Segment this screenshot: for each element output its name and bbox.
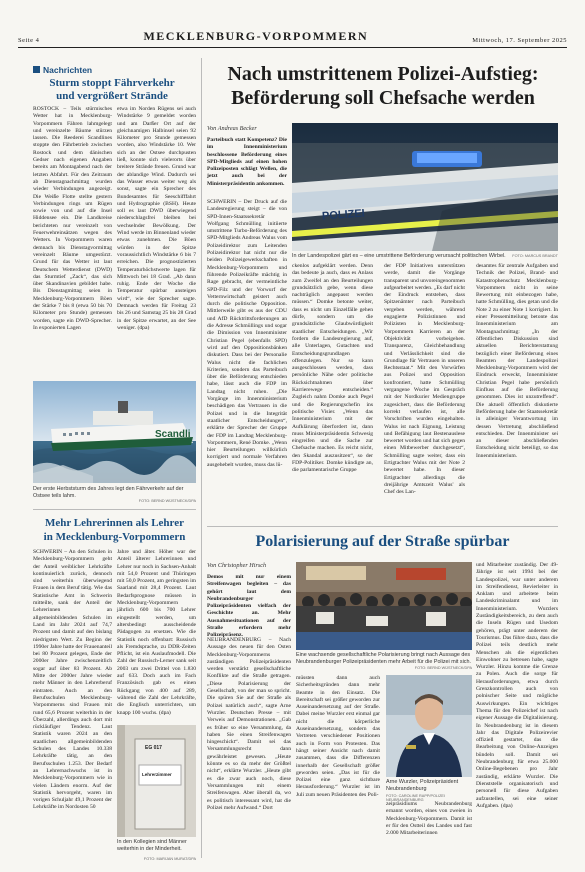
polarization-byline: Von Christopher Hirsch (207, 562, 267, 569)
ferry-photo (33, 381, 196, 483)
article-police-headline (208, 62, 558, 110)
article-ferry-headline (36, 77, 188, 103)
section-title: MECKLENBURG-VORPOMMERN (143, 29, 369, 43)
teachers-headline-line2: in Mecklenburg-Vorpommern (43, 531, 186, 543)
police-headline-line1: Nach umstrittenem Polizei-Aufstieg: (227, 63, 539, 85)
polarization-lead: Demos mit nur einem Streifenwagen begleiten – das gehört laut dem Neubrandenburger Polizeipräsidenten vielfach der Geschichte an. Mehr Ausnahmesituationen auf der Straße erfordern mehr Polizeipräsenz. (207, 574, 291, 639)
page-number: Seite 4 (18, 37, 40, 44)
news-tag: Nachrichten (33, 60, 92, 78)
demonstration-credit: FOTO: BERND WÜSTNECK/DPA (414, 666, 472, 670)
page-header (18, 26, 567, 48)
door-sign-room: EG 017 (145, 745, 162, 751)
ferry-caption: Der erste Herbststurm des Jahres legt den Fährverkehr auf der Ostsee teils lahm. (33, 486, 184, 499)
portrait-caption: Arne Wurzler, Polizeipräsident Neubrandenburg (386, 779, 459, 792)
police-car-photo (292, 123, 558, 251)
ferry-headline-line1: Sturm stoppt Fährverkehr (49, 77, 175, 89)
teachers-headline-line1: Mehr Lehrerinnen als Lehrer (44, 517, 184, 529)
police-headline-line2: Beförderung soll Chefsache werden (231, 87, 535, 109)
square-icon (33, 66, 40, 73)
column-divider (201, 58, 202, 858)
demonstration-photo (296, 562, 472, 650)
police-column-3: der FDP Initiativen unterstützen werde, damit die Vorgänge transparent und unvoreingenommen aufgearbeitet werden. „Es darf nicht der Eindruck entstehen, dass Spitzenämter nach Parteibuch vergeben werden, während engagierte Polizistinnen und Polizisten in Mecklenburg-Vorpommern Karrieren an der Objektivität vorbeigehen. Transparenz, Gleichbehandlung und Verlässlichkeit sind die Grundlage für Vertrauen in unseren Rechtsstaat.“ Mit den Vorwürfen aus Polizei und Opposition konfrontiert, hatte Schmülling vergangene Woche im Gespräch mit der Nordkurier Mediengruppe zugesichert, dass die Beförderung korrekt verlaufen ist, alle Vorschriften wurden eingehalten. Walus ist nach Eignung, Leistung und Befähigung laut Bestenauslese bewertet worden und hat sich gegen einen Mitbewerber durchgesetzt“, Schmülling sagte weiter, dass ein Ertigtachter Walus mit der Note 2 bewertet habe. In dieser Ertigtachter allerdings die dreijährige Amtszeit Walus' als Chef des Lan- (384, 263, 465, 496)
portrait-photo (386, 675, 472, 777)
teachers-column-2: Jahre und älter. Höher war der Anteil älterer Lehrerinnen und Lehrer nur noch in Sachsen-Anhalt mit 54,0 Prozent und Thüringen mit 50,0 Prozent, am geringsten im Saarland mit 28,4 Prozent. Laut Bedarfsprognose müssen in Mecklenburg-Vorpommern jährlich 600 bis 700 Lehrer eingestellt werden, um altersbedingt ausscheidende Pädagogen zu ersetzen. Wie die Statistik noch offenbart: Russisch als Fremdsprache, zu DDR-Zeiten Pflicht, ist ein Auslaufmodell. Die Zahl der Russisch-Lerner sank seit 2003 um zwei Drittel von 1.830 auf 633. Doch auch im Fach Französisch gab es einen Rückgang von 400 auf 289, während die Zahl der Lehrkräfte, die Englisch unterrichten, um knapp 100 wuchs. (dpa) (117, 549, 196, 716)
ferry-headline-line2: und vergrößert Strände (56, 90, 168, 102)
polarization-column-3: zeipräsidiums Neubrandenburg ernannt worden, eines von zweien in Mecklenburg-Vorpommern. Damit ist er für den Ostteil des Landes und fast 2.000 Mitarbeiterinnen (386, 801, 472, 837)
divider (33, 509, 196, 510)
teachers-credit: FOTO: MARIJAN MURAT/DPA (143, 857, 196, 861)
door-sign-label: Lehrerzimmer (142, 772, 172, 777)
article-teachers-headline (33, 516, 196, 544)
ferry-column-2: etwa im Norden Rügens sei auch Windstärke 9 gemeldet worden und am Darßer Ort auf der gleichnamigen Halbinsel seien 92 Kilometer pro Stunde gemessen worden, also Windstärke 10. Wer sich an der Ostsee durchpusten ließ, konnte sich vielerorts über breitere Strände freuen. Grund war der ablandige Wind. Dadurch sei das Wasser etwas weiter weg als sonst, sagte ein Sprecher des Bundesamtes für Seeschifffahrt und Hydrographie (BSH). Heute soll es laut DWD überwiegend niederschlagsfrei bleiben bei wechselnder Bewölkung. Der Wind werde im Binnenland wieder etwas zunehmen. Die Böen würden in der Spitze voraussichtlich Windstärke 6 bis 7 erreichen. Die prognostizierten Temperaturhöchstwerte lagen für Mittwoch bei 18 Grad. „Ab dann ruhig. Ende der Woche die Temperatur spürbar ansteigen wird“, wie der Sprecher sagte. Demnach werden für Freitag 23 bis 26 und Samstag 25 bis 28 Grad in der Spitze erwartet, an der See weniger. (dpa) (117, 106, 196, 331)
demonstration-caption: Eine wachsende gesellschaftliche Polarisierung bringt nach Aussage des Neubrandenburger Polizeipräsidenten mehr Arbeit für die Polizei mit sich. (296, 652, 471, 665)
ship-lettering: Scandli (155, 429, 191, 440)
polarization-column-1: NEUBRANDENBURG – Nach Aussage des neuen für den Osten Mecklenburg-Vorpommerns zuständigen Polizeipräsidenten werden verstärkt gesellschaftliche Konflikte auf die Straße getragen. „Diese Polarisierung der Gesellschaft, von der man so spricht. Die spüren Sie auf der Straße als Polizei natürlich auch“, sagte Arne Wurzler. Deutschen Presse – mit Verweis auf Demonstrationen. „Gab es früher so eine Versammlung, da haben Sie einen Streifenwagen hingeschickt“. Damit sei das Versammlungsrecht dann gewährleistet gewesen. „Heute könnte es so da mehr der Größtel nicht“, erklärte Wurzler. „Heute gibt es die zwar auch noch, diese Versammlungen mit einem Streifenwagen. Aber überall da, wo es politisch interessant wird, hat die Polizei mehr Aufwand.“ Dort (207, 637, 291, 811)
ferry-column-1: ROSTOCK – Teils stürmisches Wetter hat in Mecklenburg-Vorpommern Fähren lahmgelegt und vereinzelte Bäume stürzen lassen. Die Reederei Scandlines stoppte den Fährbetrieb zwischen Rostock und dem dänischen Gedser nach eigenen Angaben bereits am Montagabend nach der letzten Abfahrt. Für den Zeitraum ab Dienstagnachmittag wurden wieder Verbindungen angezeigt. Die Weiße Flotte stellte gestern Verbindungen rings um Rügen sowie von und auf die Insel Hiddensee ein. Die Landkreise berichteten nur vereinzelt von Feuerwehreinsätzen wegen des Wetters. In Vorpommern waren demnach bis Dienstagvormittag vereinzelt Bäume umgestürzt. Grund für das Wetter ist laut Deutschem Wetterdienst (DWD) das Sturmtief „Zack“, das sich über Skandinavien gebildet habe. Bis Dienstagmittag seien in Mecklenburg-Vorpommern Böen der Stärke 7 bis 8 (etwa 50 bis 70 Kilometer pro Stunde) gemessen worden, sagte ein DWD-Sprecher. In exponierten Lagen (33, 106, 112, 331)
divider (207, 526, 558, 527)
polarization-column-4: und Mitarbeiter zuständig. Der 49-Jährige ist seit 1994 bei der Landespolizei, war unter anderem im Streifendienst, Revierleiter in Anklam und arbeitete beim Landeskriminalamt und im Innenministerium. Wurzlers Zuständigkeitsbereich, zu dem auch die Inseln Rügen und Usedom gehören, prägt unter anderem der Tourismus. Das führe dazu, dass die Polizei teils deutlich mehr Menschen als die eigentlichen Einwohner zu betreuen habe, sagte Wurzler. Hinzu komme die Grenze zu Polen. Auch die sorge für Herausforderungen, etwa durch Grenzkontrollen auch von polnischer Seite und mögliche Auswirkungen. Ein wichtiges Thema für den Polizeichef ist nach eigener Aussage die Digitalisierung. In Neubrandenburg ist in diesem Jahr das Digitale Polizeirevier offiziell gestartet, das die Bearbeitung von Online-Anzeigen bündeln soll. Damit sei Neubrandenburg für etwa 25.000 Online-Begebenen pro Jahr zuständig, erklärte Wurzler. Die Dienststelle organisatorisch und personell für diese Aufgaben aufzustellen, sei eine seiner Aufgaben. (dpa) (476, 562, 558, 809)
ferry-credit: FOTO: BERND WÜSTNECK/DPA (138, 499, 196, 503)
issue-date: Mittwoch, 17. September 2025 (472, 37, 567, 44)
teachers-caption: In den Kollegien sind Männer weiterhin in der Minderheit. (117, 839, 187, 852)
polarization-column-2: müssten dann auch Sicherheitsgründen dann mehr Beamte in den Einsatz. Die Bereitschaft sei größer geworden zur Auseinandersetzung auf der Straße. Dabei meine Wurzler erst einmal gar nicht die körperliche Auseinandersetzung, sondern das Vertreten verschiedener Positionen auch in Form von Protesten. Das hängt seiner Ansicht nach damit zusammen, dass die Differenzen innerhalb der Gesellschaft größer geworden seien. „Das ist für die Polizei eine ganz sichtbare Herausforderung.“ Wurzler ist im Juli zum neuen Präsidenten des Poli- (296, 675, 380, 798)
portrait-credit: FOTO: CAROLINE RAPP/POLIZEI NEUBRANDENBURG (386, 794, 446, 802)
police-caption: In der Landespolizei gärt es – eine umstrittene Beförderung verursacht politischen Wirbel. (292, 253, 506, 259)
police-byline: Von Andreas Becker (207, 125, 257, 132)
door-sign-photo (117, 725, 196, 837)
police-column-2: ckenlos aufgeklärt werden. Denn das bedeute ja auch, dass es Anlass zum Zweifel an den Beurteilungen grundsätzlich gebe, wenn diese nachträglich angepasst werden müssen.“ Domke betonte weiter, dass es nicht um Einzelfälle gehen dürfe, sondern um die grundsätzliche Glaubwürdigkeit staatlicher Entscheidungen. „Wir fordern die Landesregierung auf, alle Unterlagen, Gutachten und Entscheidungsgrundlagen offenzulegen. Nur so kann ausgeschlossen werden, dass persönliche Nähe oder politische Rücksichtnahmen über Karrierewege entscheiden.“ Zugleich nahm Domke auch Pegel und die Regierungschefin ins politische Visier. „Wenn das Innenministerium mit der Aufklärung überfordert ist, dann muss Ministerpräsidentin Schwesig eingreifen und die Sache zur Chefsache machen. Es reicht nicht, den Skandal auszusitzen“, so der FDP-Politiker. Domke kündigte an, die parlamentarische Gruppe (292, 263, 373, 474)
polarization-headline: Polarisierung auf der Straße spürbar (255, 533, 510, 550)
police-lead: Parteibuch statt Kompetenz? Die im Innenministerium beschlossene Beförderung eines SPD-Mitglieds auf einen hohen Polizeiposten schlägt Wellen, die jetzt auch bei der Ministerpräsidentin ankommen. (207, 137, 287, 187)
teachers-column-1: SCHWERIN – An den Schulen in Mecklenburg-Vorpommern geht der Anteil weiblicher Lehrkräfte kontinuierlich zurück, dennoch sind weiterhin überwiegend Frauen in dem Beruf tätig. Wie das Statistische Amt in Schwerin mitteilte, sank der Anteil der Lehrerinnen an allgemeinbildenden Schulen im Land im Jahr 2024 auf 74,7 Prozent und damit auf den bislang niedrigsten Wert. Zu Beginn der 1990er Jahre hatte der Frauenanteil bei 80 Prozent gelegen, Ende der 2000er Jahre zwischenzeitlich sogar auf über 83 Prozent. Ab Mitte der 2000er Jahre wieder mehr Männer in den Lehrerberuf eintraten. Auch an den Berufsschulen Mecklenburg-Vorpommerns sind Frauen mit rund 65,6 Prozent weiterhin in der Überzahl, allerdings auch dort mit rückläufiger Tendenz. Laut Statistik waren 2024 an den staatlichen allgemeinbildenden Schulen des Landes 10.338 Lehrkräfte tätig, an den Berufsschulen 1.253. Der Bedarf an Lehrernachwuchs ist in Mecklenburg-Vorpommern wie in vielen Ländern enorm. Auf der Statistik hervorgeht, waren im vorigen Schuljahr 49,1 Prozent der Lehrkräfte im Nordosten 50 (33, 549, 112, 811)
police-credit: FOTO: MARCUS BRANDT (512, 254, 558, 258)
police-column-1: SCHWERIN – Der Druck auf die Landesregierung steigt – die von SPD-Innen-Staatssekretär Wolfgang Schmülling initiierte umstrittene Turbo-Beförderung des SPD-Mitglieds Andreas Walus vom Polizeidirektor zum Leitenden Polizeidirektor hat nicht nur die beiden Polizeigewerkschaften in Mecklenburg-Vorpommern und führende Polizeikräfte mächtig in Rage gebracht, der vermeintliche SPD-Filz und der Vorwurf der Vetternwirtschaft geistert auch durch die politische Opposition. Mittlerweile gibt es aus der CDU und AfD Rücktrittsforderungen an die Adresse Schmüllings und sogar die Dimission von Innenminister Christian Pegel (ebenfalls SPD) wird auf den Oppositionsbänken diskutiert. Dass bei der Personalie Walus nicht die fachlichen Kriterien, sondern das Parteibuch über die Beförderung entschieden habe, lässt auch die FDP im Landtag nicht ruhen. „Die Vorgänge im Innenministerium beschädigen das Vertrauen in die Polizei und in die Integrität staatlicher Entscheidungen“, erklärte der Sprecher der Gruppe der FDP im Landtag Mecklenburg-Vorpommern, René Domke. „Wenn hier Beurteilungen willkürlich korrigiert und normale Verfahren ausgehebelt wurden, muss das lü- (207, 199, 287, 468)
police-lettering: POLIZEI (321, 207, 366, 223)
police-column-4: desamtes für zentrale Aufgaben und Technik der Polizei, Brand- und Katastrophenschutz Mecklenburg-Vorpommern nicht in seine Bewertung mit einbezogen habe, hatte Schmülling, dies getan und die Note 2 zu einer Note 1 korrigiert. In einer Pressemitteilung betonte das Innenministerium am Montagnachmittag: „In der öffentlichen Diskussion sind aktuellen Berichterstattung bezüglich einer Beförderung eines Beamten der Landespolizei Mecklenburg-Vorpommern wird der Eindruck erweckt, Innenminister Christian Pegel habe persönlich Einfluss auf die Beförderung genommen. Dies ist unzutreffend“. Die aktuell öffentlich diskutierte Beförderung habe der Staatssekretär in alleiniger Verantwortung im dessen Vertretung abschließend entschieden. Der Innenminister sei an dieser abschließenden Entscheidung nicht beteiligt, so das Innenministerium. (476, 263, 558, 459)
